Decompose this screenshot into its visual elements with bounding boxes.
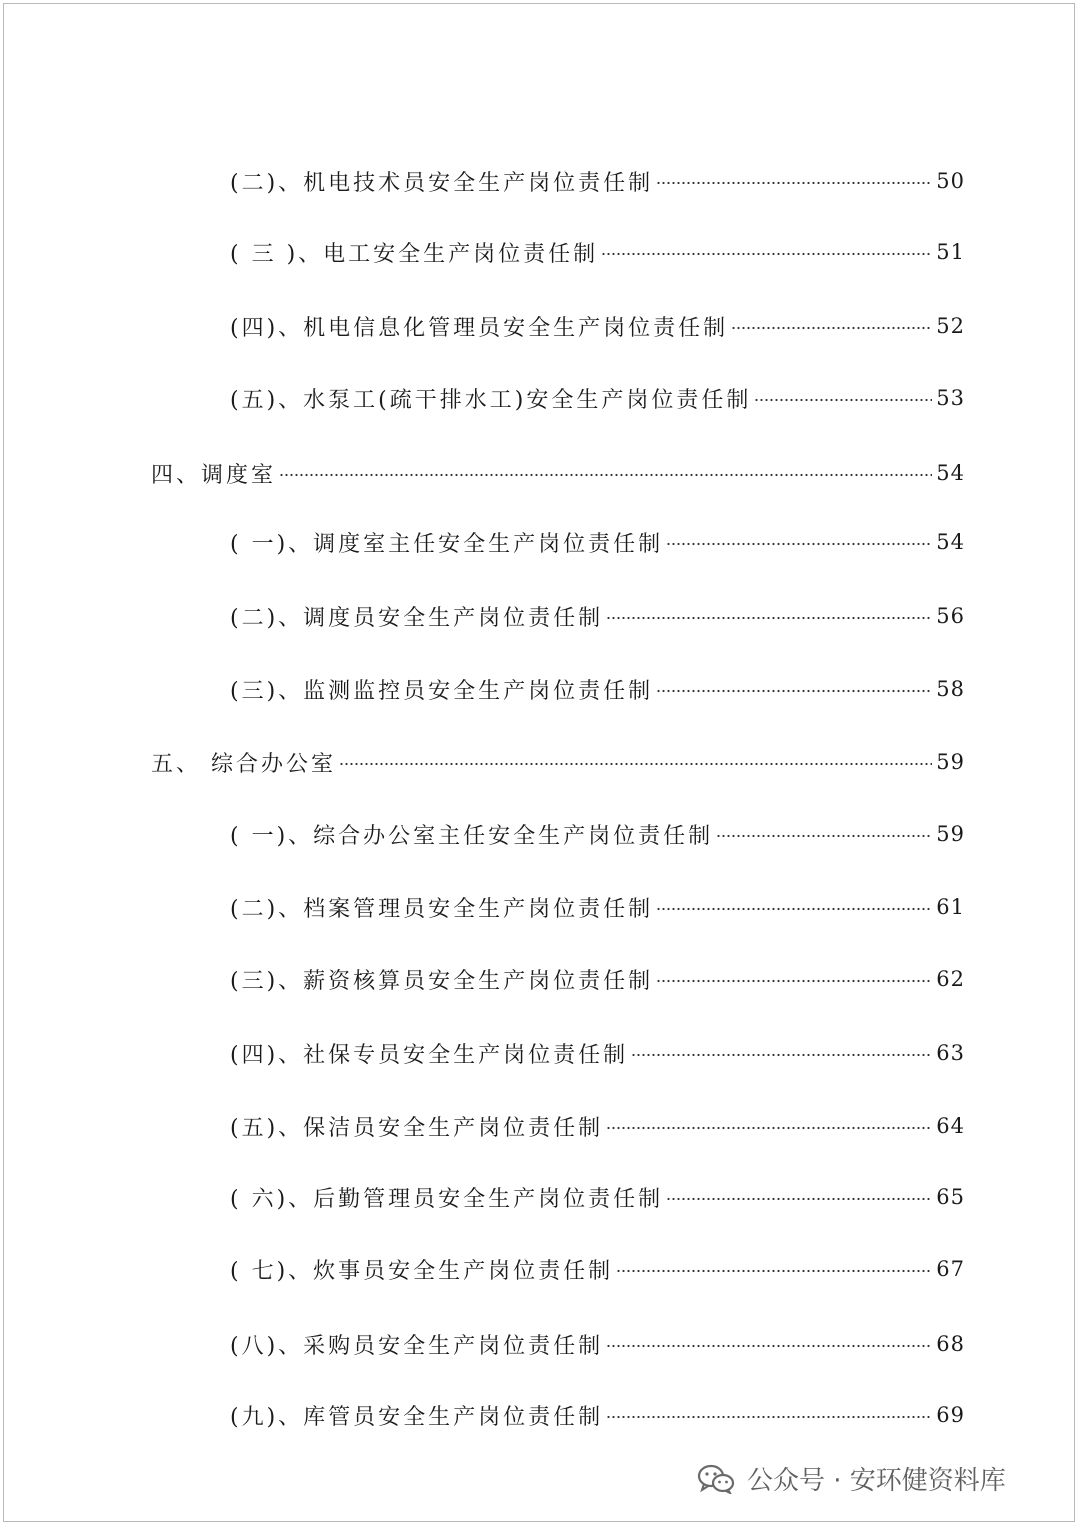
toc-entry-title: (三)、监测监控员安全生产岗位责任制: [230, 678, 654, 704]
toc-leader-dots: [666, 1194, 932, 1204]
toc-entry-page: 56: [936, 604, 965, 628]
toc-entry-section: [151, 455, 965, 491]
toc-entry-page: 62: [936, 967, 965, 991]
toc-entry-page: 69: [936, 1403, 965, 1427]
toc-entry: [230, 1397, 965, 1433]
toc-entry-title: ( 三 )、电工安全生产岗位责任制: [230, 241, 599, 267]
toc-entry-title: (二)、调度员安全生产岗位责任制: [230, 605, 604, 631]
toc-leader-dots: [606, 1341, 932, 1351]
toc-entry-title: ( 六)、后勤管理员安全生产岗位责任制: [230, 1186, 664, 1212]
wechat-icon: [697, 1464, 735, 1494]
toc-leader-dots: [279, 470, 932, 480]
toc-entry-page: 64: [936, 1114, 965, 1138]
toc-entry-page: 53: [936, 386, 965, 410]
toc-entry-title: (四)、机电信息化管理员安全生产岗位责任制: [230, 315, 729, 341]
toc-leader-dots: [601, 249, 932, 259]
toc-entry: [230, 308, 965, 344]
toc-entry: [230, 1326, 965, 1362]
toc-entry-page: 68: [936, 1332, 965, 1356]
toc-entry: [230, 961, 965, 997]
toc-leader-dots: [716, 831, 932, 841]
toc-leader-dots: [656, 178, 932, 188]
toc-entry-section: [151, 744, 965, 780]
toc-entry-title: (九)、库管员安全生产岗位责任制: [230, 1404, 604, 1430]
toc-entry: [230, 1108, 965, 1144]
toc-entry-title: ( 一)、综合办公室主任安全生产岗位责任制: [230, 823, 714, 849]
toc-entry-title: (八)、采购员安全生产岗位责任制: [230, 1333, 604, 1359]
toc-leader-dots: [666, 539, 932, 549]
toc-entry-title: (四)、社保专员安全生产岗位责任制: [230, 1042, 629, 1068]
toc-leader-dots: [631, 1050, 932, 1060]
toc-entry-title: 五、 综合办公室: [151, 751, 336, 777]
toc-leader-dots: [731, 323, 932, 333]
toc-leader-dots: [656, 686, 932, 696]
toc-entry-title: (三)、薪资核算员安全生产岗位责任制: [230, 968, 654, 994]
toc-leader-dots: [339, 759, 932, 769]
toc-entry-page: 61: [936, 895, 965, 919]
toc-entry-page: 59: [936, 822, 965, 846]
toc-leader-dots: [606, 1412, 932, 1422]
toc-entry-page: 50: [936, 169, 965, 193]
toc-entry-page: 58: [936, 677, 965, 701]
toc-leader-dots: [606, 613, 932, 623]
toc-leader-dots: [606, 1123, 932, 1133]
toc-entry-page: 54: [936, 461, 965, 485]
toc-entry: [230, 816, 965, 852]
toc-entry: [230, 163, 965, 199]
toc-entry: [230, 1035, 965, 1071]
toc-entry-page: 67: [936, 1257, 965, 1281]
toc-leader-dots: [754, 395, 932, 405]
toc-entry-page: 54: [936, 530, 965, 554]
toc-entry: [230, 598, 965, 634]
toc-entry-page: 51: [936, 240, 965, 264]
toc-entry-page: 59: [936, 750, 965, 774]
toc-entry: [230, 889, 965, 925]
toc-entry-title: (二)、档案管理员安全生产岗位责任制: [230, 896, 654, 922]
toc-entry-title: 四、调度室: [151, 462, 277, 488]
toc-entry-title: ( 七)、炊事员安全生产岗位责任制: [230, 1258, 614, 1284]
toc-entry: [230, 1251, 965, 1287]
toc-entry: [230, 1179, 965, 1215]
toc-entry-page: 52: [936, 314, 965, 338]
toc-entry-page: 65: [936, 1185, 965, 1209]
toc-entry: [230, 671, 965, 707]
toc-entry: [230, 380, 965, 416]
toc-entry-title: (五)、水泵工(疏干排水工)安全生产岗位责任制: [230, 387, 752, 413]
toc-entry-title: (五)、保洁员安全生产岗位责任制: [230, 1115, 604, 1141]
toc-entry-page: 63: [936, 1041, 965, 1065]
toc-entry-title: ( 一)、调度室主任安全生产岗位责任制: [230, 531, 664, 557]
toc-entry: [230, 234, 965, 270]
toc-entry-title: (二)、机电技术员安全生产岗位责任制: [230, 170, 654, 196]
toc-leader-dots: [616, 1266, 932, 1276]
watermark-text: 公众号 · 安环健资料库: [747, 1466, 1006, 1496]
toc-entry: [230, 524, 965, 560]
watermark: [697, 1460, 1006, 1497]
toc-leader-dots: [656, 904, 932, 914]
toc-leader-dots: [656, 976, 932, 986]
